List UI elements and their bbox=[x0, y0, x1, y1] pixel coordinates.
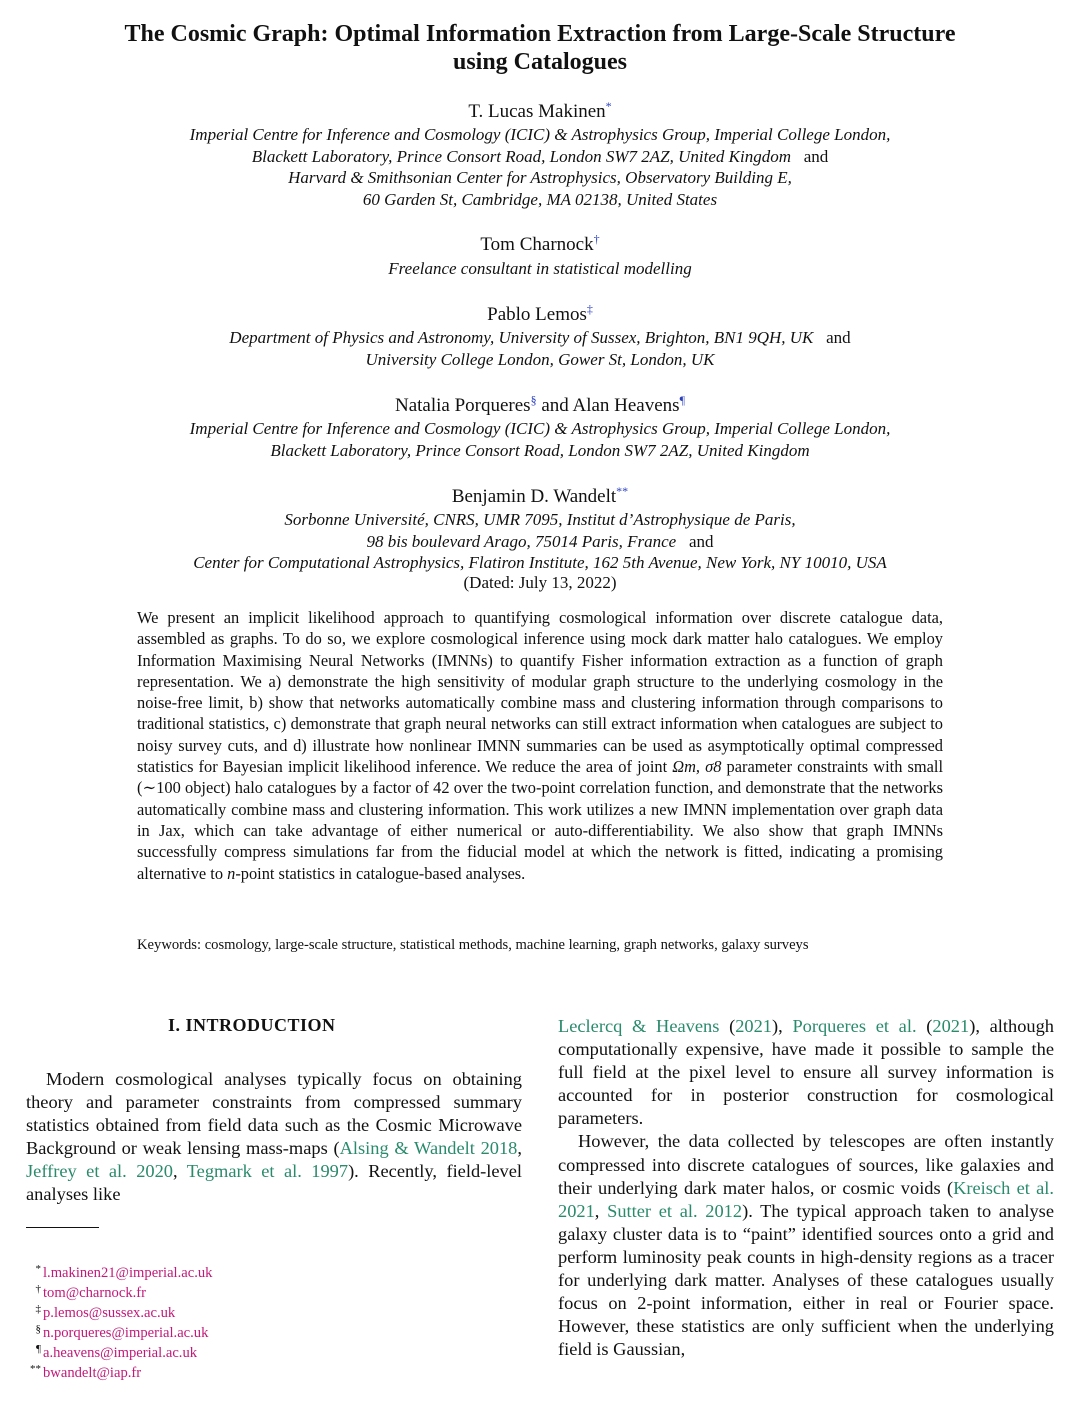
email-link[interactable]: a.heavens@imperial.ac.uk bbox=[43, 1345, 198, 1361]
affiliation-makinen: Imperial Centre for Inference and Cosmology (ICIC) & Astrophysics Group, Imperial College London, Blackett Laboratory, Prince Consort Road, London SW7 2AZ, United Kingdom and Harvard & Smithsonian Center for Astrophysics, Observatory Building E, 60 Garden St, Cambridge, MA 02138, United States bbox=[189, 125, 891, 209]
footnotes bbox=[26, 1263, 212, 1383]
intro-left-column: Modern cosmological analyses typically focus on obtaining theory and parameter constraints from compressed summary statistics obtained from field data such as the Cosmic Microwave Background or weak lensing mass-maps (Alsing & Wandelt 2018, Jeffrey et al. 2020, Tegmark et al. 1997). Recently, field-level analyses like bbox=[26, 1069, 523, 1205]
author-charnock: Tom Charnock† bbox=[480, 232, 600, 255]
citation-year-link[interactable]: 2021 bbox=[735, 1016, 772, 1036]
email-link[interactable]: tom@charnock.fr bbox=[43, 1285, 146, 1301]
footnote: § n.porqueres@imperial.ac.uk bbox=[35, 1323, 209, 1341]
footnote: ** bwandelt@iap.fr bbox=[30, 1363, 142, 1381]
citation-link[interactable]: Kreisch et al. 2021 bbox=[558, 1177, 1054, 1221]
paragraph: However, the data collected by telescopes are often instantly compressed into discrete catalogues of sources, like galaxies and their underlying dark mater halos, or cosmic voids (Kreisch et al. 2021, Sutter et al. 2012). The typical approach taken to analyse galaxy cluster data is to “paint” identified sources onto a grid and perform luminosity peak counts in high-density regions as a tracer for underlying dark matter. Analyses of these catalogues usually focus on 2-point information, either in real or Fourier space. However, these statistics are only sufficient when the underlying field is Gaussian, bbox=[558, 1131, 1055, 1360]
paper-title: The Cosmic Graph: Optimal Information Extraction from Large-Scale Structure using Catalogues bbox=[124, 21, 956, 75]
section-heading: I. INTRODUCTION bbox=[168, 1015, 336, 1035]
footnote-rule bbox=[26, 1227, 99, 1228]
abstract: We present an implicit likelihood approach to quantifying cosmological information over discrete catalogue data, assembled as graphs. To do so, we explore cosmological inference using mock dark matter halo catalogues. We employ Information Maximising Neural Networks (IMNNs) to quantify Fisher information extraction as a function of graph representation. We a) demonstrate the high sensitivity of modular graph structure to the underlying cosmology in the noise-free limit, b) show that networks automatically combine mass and clustering information through comparisons to traditional statistics, c) demonstrate that graph neural networks can still extract information when catalogues are subject to noisy survey cuts, and d) illustrate how nonlinear IMNN summaries can be used as asymptotically optimal compressed statistics for Bayesian implicit likelihood inference. We reduce the area of joint Ωm, σ8 parameter constraints with small (∼100 object) halo catalogues by a factor of 42 over the two-point correlation function, and demonstrate that the networks automatically combine mass and clustering information. This work utilizes a new IMNN implementation over graph data in Jax, which can take advantage of either numerical or auto-differentiability. We also show that graph IMNNs successfully compress simulations far from the fiducial model at which the network is fitted, indicating a promising alternative to n-point statistics in catalogue-based analyses. bbox=[137, 608, 943, 883]
citation-year-link[interactable]: 2021 bbox=[932, 1016, 970, 1036]
email-link[interactable]: bwandelt@iap.fr bbox=[43, 1365, 142, 1381]
email-link[interactable]: l.makinen21@imperial.ac.uk bbox=[43, 1265, 213, 1281]
intro-right-column bbox=[558, 1015, 1054, 1361]
author-lemos: Pablo Lemos‡ bbox=[487, 302, 593, 325]
citation-link[interactable]: Jeffrey et al. 2020 bbox=[26, 1161, 173, 1182]
citation-link[interactable]: Sutter et al. 2012 bbox=[607, 1200, 743, 1221]
author-mark[interactable]: * bbox=[605, 99, 612, 113]
footnote: * l.makinen21@imperial.ac.uk bbox=[35, 1263, 213, 1281]
keywords: Keywords: cosmology, large-scale structure, statistical methods, machine learning, graph networks, galaxy surveys bbox=[137, 937, 809, 953]
dated-line: (Dated: July 13, 2022) bbox=[463, 573, 617, 592]
affiliation-lemos: Department of Physics and Astronomy, University of Sussex, Brighton, BN1 9QH, UK and University College London, Gower St, London, UK bbox=[229, 328, 851, 369]
affiliation-charnock: Freelance consultant in statistical modelling bbox=[388, 259, 692, 278]
author-mark[interactable]: ‡ bbox=[586, 302, 593, 316]
citation-link[interactable]: Leclercq & Heavens bbox=[558, 1016, 720, 1036]
math-omega-sigma: Ωm, σ8 bbox=[672, 757, 722, 777]
citation-link[interactable]: Porqueres et al. bbox=[792, 1016, 917, 1036]
email-link[interactable]: n.porqueres@imperial.ac.uk bbox=[43, 1325, 209, 1341]
paragraph: Leclercq & Heavens (2021), Porqueres et al. (2021), although computationally expensive, have made it possible to sample the full field at the pixel level to ensure all survey information is accounted for in posterior construction for cosmological parameters. bbox=[558, 1016, 1054, 1129]
author-wandelt: Benjamin D. Wandelt** bbox=[451, 484, 629, 507]
affiliation-porqueres-heavens: Imperial Centre for Inference and Cosmology (ICIC) & Astrophysics Group, Imperial College London, Blackett Laboratory, Prince Consort Road, London SW7 2AZ, United Kingdom bbox=[189, 419, 891, 460]
author-porqueres-heavens: Natalia Porqueres§ and Alan Heavens¶ bbox=[394, 393, 686, 416]
citation-link[interactable]: Tegmark et al. 1997 bbox=[186, 1161, 349, 1182]
footnote: ‡ p.lemos@sussex.ac.uk bbox=[35, 1303, 176, 1321]
author-mark[interactable]: ¶ bbox=[679, 393, 686, 407]
author-makinen: T. Lucas Makinen* bbox=[468, 99, 612, 122]
footnote: ¶ a.heavens@imperial.ac.uk bbox=[36, 1343, 198, 1361]
footnote: † tom@charnock.fr bbox=[35, 1283, 146, 1301]
author-mark[interactable]: § bbox=[530, 393, 537, 407]
email-link[interactable]: p.lemos@sussex.ac.uk bbox=[43, 1305, 176, 1321]
citation-link[interactable]: Alsing & Wandelt 2018 bbox=[339, 1138, 518, 1159]
author-mark[interactable]: † bbox=[593, 232, 600, 246]
author-mark[interactable]: ** bbox=[616, 484, 629, 498]
affiliation-wandelt: Sorbonne Université, CNRS, UMR 7095, Institut d’Astrophysique de Paris, 98 bis boulevard Arago, 75014 Paris, France and Center for Computational Astrophysics, Flatiron Institute, 162 5th Avenue, New York, NY 10010, USA bbox=[193, 510, 887, 572]
